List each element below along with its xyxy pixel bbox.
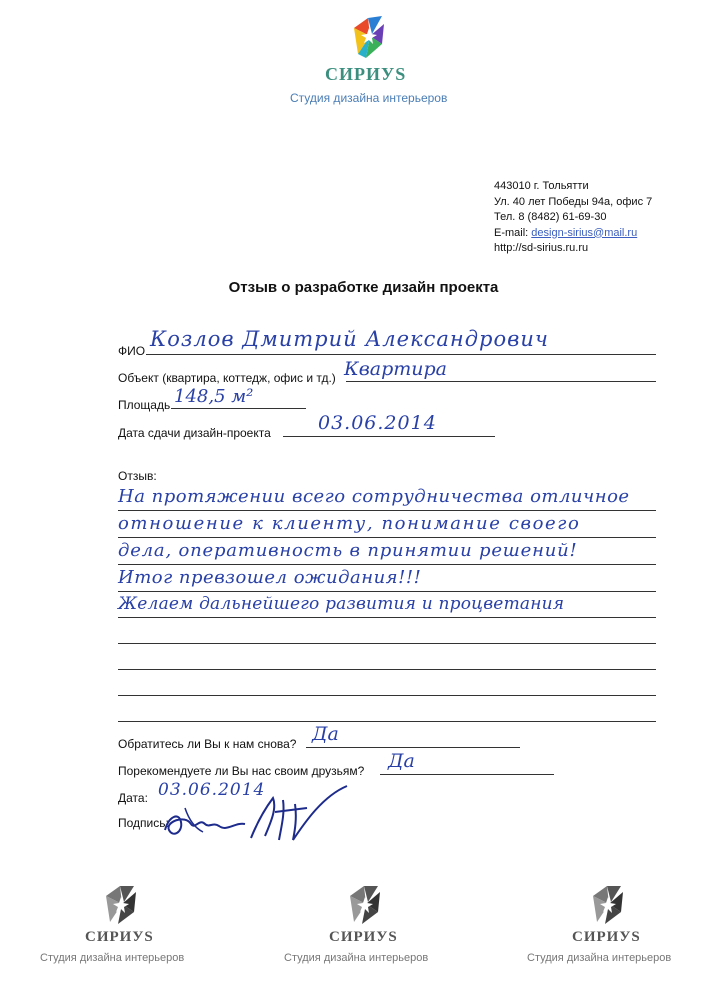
address-city: 443010 г. Тольятти <box>494 180 589 192</box>
address-street: Ул. 40 лет Победы 94а, офис 7 <box>494 195 653 208</box>
review-line <box>118 721 656 722</box>
review-label: Отзыв: <box>118 469 157 483</box>
footer-company-subtitle: Студия дизайна интерьеров <box>527 952 672 964</box>
q-again-line <box>306 747 520 748</box>
review-line <box>118 669 656 670</box>
review-line <box>118 537 656 538</box>
sirius-logo-gray-icon <box>346 884 382 926</box>
q-again-value: Да <box>312 723 339 745</box>
review-text-line-5: Желаем дальнейшего развития и процветания <box>118 594 565 614</box>
sign-date-value: 03.06.2014 <box>158 780 266 800</box>
fio-value: Козлов Дмитрий Александрович <box>150 327 549 351</box>
sirius-logo-gray-icon <box>102 884 138 926</box>
fio-line <box>146 354 656 355</box>
object-value: Квартира <box>344 358 447 380</box>
q-recommend-label: Порекомендуете ли Вы нас своим друзьям? <box>118 764 365 778</box>
review-line <box>118 695 656 696</box>
review-text-line-3: дела, оперативность в принятии решений! <box>118 540 578 561</box>
area-value: 148,5 м² <box>174 386 254 407</box>
area-label: Площадь <box>118 398 171 412</box>
q-again-label: Обратитесь ли Вы к нам снова? <box>118 737 297 751</box>
company-subtitle: Студия дизайна интерьеров <box>290 91 448 105</box>
q-recommend-value: Да <box>388 750 415 772</box>
header-logo <box>290 14 450 109</box>
review-text-line-2: отношение к клиенту, понимание своего <box>118 513 581 534</box>
sirius-logo-icon <box>348 14 388 60</box>
footer-company-subtitle: Студия дизайна интерьеров <box>40 952 185 964</box>
fio-label: ФИО <box>118 344 146 358</box>
footer-logo <box>40 884 200 969</box>
delivery-date-value: 03.06.2014 <box>318 412 437 434</box>
signature-label: Подпись: <box>118 816 169 830</box>
delivery-date-line <box>283 436 495 437</box>
review-line <box>118 643 656 644</box>
footer-logo <box>527 884 687 969</box>
review-line <box>118 591 656 592</box>
page-title: Отзыв о разработке дизайн проекта <box>228 279 499 296</box>
footer-company-subtitle: Студия дизайна интерьеров <box>284 952 429 964</box>
sign-date-label: Дата: <box>118 791 148 805</box>
q-recommend-line <box>380 774 554 775</box>
area-line <box>171 408 306 409</box>
object-label: Объект (квартира, коттедж, офис и тд.) <box>118 371 336 385</box>
address-phone: Тел. 8 (8482) 61-69-30 <box>494 211 607 223</box>
footer-logo <box>284 884 444 969</box>
delivery-date-label: Дата сдачи дизайн-проекта <box>118 426 271 440</box>
sirius-logo-gray-icon <box>589 884 625 926</box>
email-label: E-mail: <box>494 226 532 239</box>
footer-company-name: СИРИУS <box>329 929 398 945</box>
review-text-line-4: Итог превзошел ожидания!!! <box>118 567 422 588</box>
email-link[interactable]: design-sirius@mail.ru <box>531 226 638 239</box>
review-line <box>118 564 656 565</box>
object-line <box>346 381 656 382</box>
address-website[interactable]: http://sd-sirius.ru.ru <box>494 242 589 254</box>
footer-company-name: СИРИУS <box>572 929 641 945</box>
address-email-row <box>494 226 652 242</box>
review-text-line-1: На протяжении всего сотрудничества отличное <box>118 486 630 507</box>
company-name: СИРИУS <box>325 64 407 84</box>
review-line <box>118 510 656 511</box>
footer-company-name: СИРИУS <box>85 929 154 945</box>
signature-image <box>155 778 355 848</box>
address-block <box>494 179 652 257</box>
review-line <box>118 617 656 618</box>
